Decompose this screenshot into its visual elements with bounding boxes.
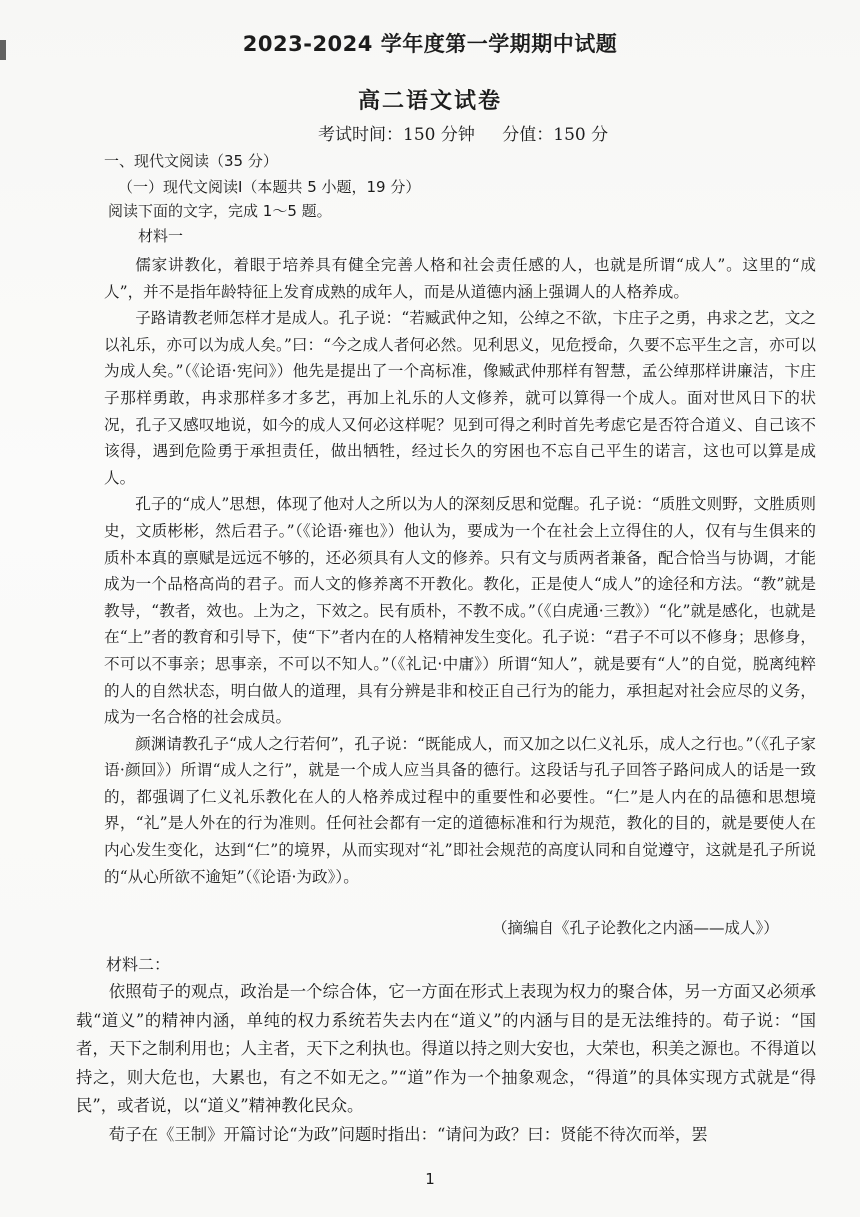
page-number: 1 bbox=[425, 1170, 435, 1188]
material1-label: 材料一 bbox=[138, 227, 184, 245]
section-heading: 一、现代文阅读（35 分） bbox=[104, 152, 278, 170]
paragraph: 荀子在《王制》开篇讨论“为政”问题时指出：“请问为政？曰：贤能不待次而举，罢 bbox=[108, 1124, 708, 1144]
reading-instruction: 阅读下面的文字，完成 1～5 题。 bbox=[108, 202, 332, 220]
material2-label: 材料二： bbox=[106, 955, 171, 974]
material1-text bbox=[104, 252, 816, 890]
material2-text bbox=[76, 978, 816, 1150]
paragraph: 颜渊请教孔子“成人之行若何”，孔子说：“既能成人，而又加之以仁义礼乐，成人之行也。”（《孔子家语·颜回》）所谓“成人之行”，就是一个成人应当具备的德行。这段话与孔子回答子路问成人的话是一致的，都强调了仁义礼乐教化在人的人格养成过程中的重要性和必要性。“仁”是人内在的品德和思想境界，“礼”是人外在的行为准则。任何社会都有一定的道德标准和行为规范，教化的目的，就是要使人在内心发生变化，达到“仁”的境界，从而实现对“礼”即社会规范的高度认同和自觉遵守，这就是孔子所说的“从心所欲不逾矩”（《论语·为政》）。 bbox=[104, 734, 816, 886]
exam-title: 2023-2024 学年度第一学期期中试题 bbox=[242, 32, 618, 56]
material1-source: （摘编自《孔子论教化之内涵——成人》） bbox=[492, 919, 779, 937]
paragraph: 儒家讲教化，着眼于培养具有健全完善人格和社会责任感的人，也就是所谓“成人”。这里的“成人”，并不是指年龄特征上发育成熟的成年人，而是从道德内涵上强调人的人格养成。 bbox=[104, 256, 816, 301]
exam-subtitle: 高二语文试卷 bbox=[357, 89, 502, 114]
exam-info bbox=[318, 120, 630, 145]
paragraph: 子路请教老师怎样才是成人。孔子说：“若臧武仲之知，公绰之不欲，卞庄子之勇，冉求之艺，文之以礼乐，亦可以为成人矣。”曰：“今之成人者何必然。见利思义，见危授命，久要不忘平生之言，亦可以为成人矣。”（《论语·宪问》）他先是提出了一个高标准，像臧武仲那样有智慧，孟公绰那样讲廉洁，卞庄子那样勇敢，冉求那样多才多艺，再加上礼乐的人文修养，就可以算得一个成人。面对世风日下的状况，孔子又感叹地说，如今的成人又何必这样呢？见到可得之利时首先考虑它是否符合道义、自己该不该得，遇到危险勇于承担责任，做出牺牲，经过长久的穷困也不忘自己平生的诺言，这也可以算是成人。 bbox=[104, 309, 816, 487]
subsection-heading: （一）现代文阅读Ⅰ（本题共 5 小题，19 分） bbox=[118, 178, 421, 196]
exam-time: 考试时间：150 分钟 bbox=[318, 125, 475, 145]
paragraph: 依照荀子的观点，政治是一个综合体，它一方面在形式上表现为权力的聚合体，另一方面又必须承载“道义”的精神内涵，单纯的权力系统若失去内在“道义”的内涵与目的是无法维持的。荀子说：“国者，天下之制利用也；人主者，天下之利执也。得道以持之则大安也，大荣也，积美之源也。不得道以持之，则大危也，大累也，有之不如无之。”“道”作为一个抽象观念，“得道”的具体实现方式就是“得民”，或者说，以“道义”精神教化民众。 bbox=[76, 982, 816, 1116]
paragraph: 孔子的“成人”思想，体现了他对人之所以为人的深刻反思和觉醒。孔子说：“质胜文则野，文胜质则史，文质彬彬，然后君子。”（《论语·雍也》）他认为，要成为一个在社会上立得住的人，仅有与生俱来的质朴本真的禀赋是远远不够的，还必须具有人文的修养。只有文与质两者兼备，配合恰当与协调，才能成为一个品格高尚的君子。而人文的修养离不开教化。教化，正是使人“成人”的途径和方法。“教”就是教导，“教者，效也。上为之，下效之。民有质朴，不教不成。”（《白虎通·三教》）“化”就是感化，也就是在“上”者的教育和引导下，使“下”者内在的人格精神发生变化。孔子说：“君子不可以不修身；思修身，不可以不事亲；思事亲，不可以不知人。”（《礼记·中庸》）所谓“知人”，就是要有“人”的自觉，脱离纯粹的人的自然状态，明白做人的道理，具有分辨是非和校正自己行为的能力，承担起对社会应尽的义务，成为一名合格的社会成员。 bbox=[104, 495, 816, 727]
exam-score: 分值：150 分 bbox=[502, 125, 609, 145]
